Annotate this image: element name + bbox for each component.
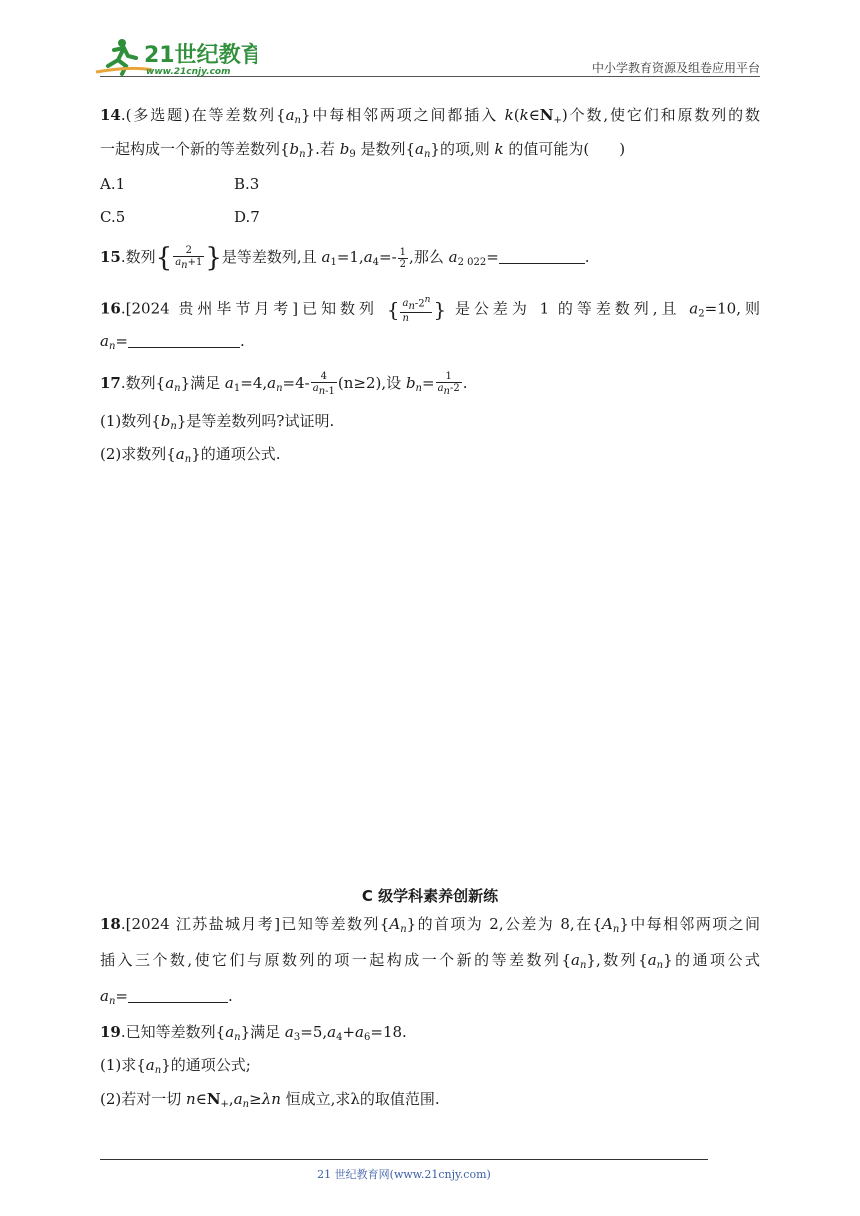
q17-text: (1)数列{ bbox=[100, 412, 161, 430]
q15-text: .数列 bbox=[120, 248, 156, 266]
q15-text: 是等差数列,且 bbox=[221, 248, 317, 266]
logo-text: 21世纪教育 bbox=[144, 43, 257, 68]
q16-line2: $a_n=$ . bbox=[100, 332, 245, 352]
q18-text: 插入三个数,使它们与原数列的项一起构成一个新的等差数列{ bbox=[100, 951, 572, 969]
q17-part1: (1)数列$\{b_n\}$是等差数列吗?试证明. bbox=[100, 412, 335, 432]
q19-text: (1)求{ bbox=[100, 1056, 146, 1074]
q19-text: .已知等差数列{ bbox=[120, 1023, 226, 1041]
q15-text: =- bbox=[379, 248, 397, 266]
q19-number: 19 bbox=[100, 1023, 121, 1041]
q16-text: . bbox=[239, 332, 245, 350]
q18-text: }中每相邻两项之间 bbox=[619, 915, 761, 933]
footer-link[interactable]: 21 世纪教育网(www.21cnjy.com) bbox=[317, 1168, 491, 1181]
q16-text: =10,则 bbox=[704, 299, 760, 318]
q16-text: 是公差为 1 的等差数列,且 bbox=[454, 299, 681, 318]
answer-blank bbox=[499, 249, 585, 264]
q17-text: .数列{ bbox=[120, 374, 166, 392]
q17-text: (n≥2),设 bbox=[337, 374, 402, 392]
q16-fraction: $\frac{a_n-2^n}{n}$ bbox=[402, 295, 431, 325]
q15-number: 15 bbox=[100, 248, 121, 266]
q14-option-d: D.7 bbox=[234, 208, 260, 226]
q17-text: }是等差数列吗?试证明. bbox=[176, 412, 335, 430]
q16-number: 16 bbox=[100, 299, 121, 318]
header-rule bbox=[100, 76, 760, 77]
frac-numerator: 2 bbox=[173, 245, 204, 257]
q16-text: .[2024 贵州毕节月考]已知数列 bbox=[120, 299, 378, 318]
q17-text: =4- bbox=[282, 374, 310, 392]
q19-line: 19.已知等差数列$\{a_n\}$满足 $a_3=5,a_4+a_6=18$. bbox=[100, 1023, 407, 1043]
q14-text: }的项,则 bbox=[430, 140, 490, 158]
q14-text: }.若 bbox=[305, 140, 335, 158]
q14-line2: 一起构成一个新的等差数列$\{b_n\}$.若 $b_9$ 是数列$\{a_n\}$的项,则 k 的值可能为( ) bbox=[100, 140, 626, 160]
q17-text: =4, bbox=[240, 374, 268, 392]
q15-text: =1, bbox=[336, 248, 364, 266]
q14-text: 一起构成一个新的等差数列{ bbox=[100, 140, 290, 158]
q17-number: 17 bbox=[100, 374, 121, 392]
logo-url: www.21cnjy.com bbox=[146, 67, 231, 77]
logo bbox=[92, 36, 257, 78]
q19-text: 恒成立,求λ的取值范围. bbox=[285, 1090, 440, 1108]
q17-fraction-a: $\frac{4}{a_{n-1}}$ bbox=[312, 371, 335, 397]
q14-option-b: B.3 bbox=[234, 175, 260, 193]
q16-line1: 16.[2024 贵州毕节月考]已知数列 { $\frac{a_n-2^n}{n}$ } 是公差为 1 的等差数列,且 $a_2=10$,则 bbox=[100, 295, 760, 325]
q19-text: (2)若对一切 bbox=[100, 1090, 182, 1108]
q19-text: =5, bbox=[300, 1023, 328, 1041]
q15-fraction: $\frac{2}{a_n+1}$ bbox=[175, 245, 203, 271]
q19-part2: (2)若对一切 $n\in N_+,a_n\ge\lambda n$ 恒成立,求λ的取值范围. bbox=[100, 1090, 440, 1110]
q19-part1: (1)求$\{a_n\}$的通项公式; bbox=[100, 1056, 251, 1076]
q15-text: = bbox=[486, 248, 499, 266]
q19-text: + bbox=[342, 1023, 356, 1041]
subscript: 2 022 bbox=[457, 257, 487, 268]
q19-text: =18. bbox=[370, 1023, 407, 1041]
q18-number: 18 bbox=[100, 915, 121, 933]
q17-text: = bbox=[422, 374, 435, 392]
q14-option-a: A.1 bbox=[100, 175, 126, 193]
q17-text: }的通项公式. bbox=[191, 445, 281, 463]
q14-text: 个数,使它们和原数列的数 bbox=[567, 106, 760, 124]
q18-text: }的首项为 2,公差为 8,在{ bbox=[406, 915, 603, 933]
q14-text: 的值可能为( ) bbox=[508, 140, 626, 158]
q18-text: },数列{ bbox=[586, 951, 648, 969]
q17-fraction-b: $\frac{1}{a_n-2}$ bbox=[437, 371, 460, 397]
site-name: 中小学教育资源及组卷应用平台 bbox=[591, 61, 760, 75]
q17-text: }满足 bbox=[180, 374, 221, 392]
q14-text: .(多选题)在等差数列{ bbox=[120, 106, 286, 124]
answer-blank bbox=[128, 988, 228, 1003]
q14-text: }中每相邻两项之间都插入 bbox=[301, 106, 498, 124]
q19-text: }的通项公式; bbox=[161, 1056, 251, 1074]
frac-numerator: 1 bbox=[436, 371, 462, 383]
q19-text: }满足 bbox=[240, 1023, 281, 1041]
frac-numerator: 4 bbox=[311, 371, 337, 383]
section-title: C 级学科素养创新练 bbox=[361, 887, 499, 905]
q14-option-c: C.5 bbox=[100, 208, 126, 226]
footer-rule bbox=[100, 1159, 708, 1160]
q18-line2: 插入三个数,使它们与原数列的项一起构成一个新的等差数列$\{a_n\}$,数列$\{a_n\}$的通项公式 bbox=[100, 951, 760, 971]
answer-blank bbox=[128, 333, 240, 348]
q18-line3: $a_n=$ . bbox=[100, 987, 233, 1007]
q18-line1: 18.[2024 江苏盐城月考]已知等差数列$\{A_n\}$的首项为 2,公差为 8,在$\{A_n\}$中每相邻两项之间 bbox=[100, 915, 761, 935]
q17-line: 17.数列$\{a_n\}$满足 $a_1=4,a_n=4-$ $\frac{4}{a_{n-1}}$ (n≥2),设 $b_n=$ $\frac{1}{a_n-2}$ . bbox=[100, 371, 468, 397]
frac-denominator: 2 bbox=[399, 258, 407, 270]
q18-text: }的通项公式 bbox=[663, 951, 760, 969]
runner-logo-icon bbox=[92, 36, 257, 78]
q18-text: .[2024 江苏盐城月考]已知等差数列{ bbox=[120, 915, 390, 933]
q17-part2: (2)求数列$\{a_n\}$的通项公式. bbox=[100, 445, 281, 465]
q14-number: 14 bbox=[100, 106, 121, 124]
q15-text: ,那么 bbox=[409, 248, 444, 266]
q15-half-fraction bbox=[398, 247, 408, 270]
q15-line: 15.数列{ $\frac{2}{a_n+1}$ }是等差数列,且 $a_1=1,a_4=-$ $\frac{1}{2}$ ,那么 $a_{2 022}=$ . bbox=[100, 243, 590, 273]
q17-text: (2)求数列{ bbox=[100, 445, 176, 463]
q14-text: 是数列{ bbox=[360, 140, 416, 158]
frac-numerator: 1 bbox=[399, 246, 407, 258]
q14-line1: 14.(多选题)在等差数列$\{a_n\}$中每相邻两项之间都插入 $k(k\in N_+)$个数,使它们和原数列的数 bbox=[100, 106, 760, 126]
